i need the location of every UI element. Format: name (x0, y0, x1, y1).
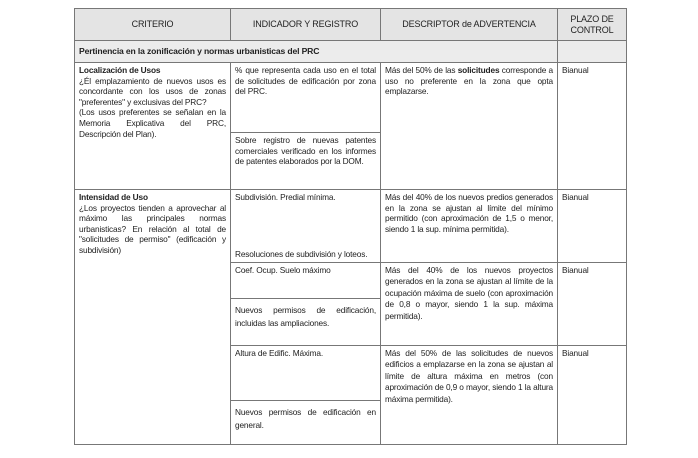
indicador-cell (230, 189, 381, 263)
indicador-cell: % que representa cada uso en el total de solicitudes de edificación por zona del PRC. (230, 62, 381, 133)
section-empty-cell (557, 40, 627, 63)
header-plazo: PLAZO DE CONTROL (557, 8, 627, 41)
criterio-cell (74, 62, 231, 190)
descriptor-cell: Más del 40% de los nuevos proyectos generados en la zona se ajustan al límite de la ocupación máxima de suelo (con aproximación de 0,8 o mayor, siendo 1 la sup. máxima permitida). (380, 262, 558, 346)
section-title: Pertinencia en la zonificación y normas urbanisticas del PRC (74, 40, 558, 63)
indicador-cell: Sobre registro de nuevas patentes comerciales verificado en los informes de patentes elaborados por la DOM. (230, 132, 381, 190)
indicador-cell: Nuevos permisos de edificación, incluidas las ampliaciones. (230, 298, 381, 346)
header-criterio: CRITERIO (74, 8, 231, 41)
header-descriptor: DESCRIPTOR de ADVERTENCIA (380, 8, 558, 41)
indicador-cell: Nuevos permisos de edificación en general. (230, 400, 381, 445)
plazo-cell: Bianual (557, 62, 627, 190)
descriptor-cell: Más del 50% de las solicitudes de nuevos edificios a emplazarse en la zona se ajustan al límite de altura máxima en metros (con aproximación de 0,9 o mayor, siendo 1 la altura máxima permitida). (380, 345, 558, 445)
criterio-text: ¿Él emplazamiento de nuevos usos es concordante con los usos de zonas "preferentes" y exclusivas del PRC? (79, 75, 226, 107)
criterio-text: ¿Los proyectos tienden a aprovechar al máximo las principales normas urbanisticas? En relación al total de "solicitudes de permiso" (edificación y subdivisión) (79, 202, 226, 255)
indicador-text: Resoluciones de subdivisión y loteos. (235, 249, 368, 260)
indicador-cell: Altura de Edific. Máxima. (230, 345, 381, 401)
indicador-text: Subdivisión. Predial mínima. (235, 192, 336, 202)
descriptor-cell: Más del 40% de los nuevos predios generados en la zona se ajustan al límite del mínimo permitido (con aproximación de 1,5 o menor, siendo 1 la sup. mínima permitida). (380, 189, 558, 263)
criterio-cell (74, 189, 231, 445)
plazo-cell: Bianual (557, 262, 627, 346)
plazo-cell: Bianual (557, 345, 627, 445)
header-indicador: INDICADOR Y REGISTRO (230, 8, 381, 41)
criterio-title: Intensidad de Uso (79, 192, 148, 202)
descriptor-text: corresponde a uso no preferente en la zona que opta emplazarse. (385, 65, 554, 97)
criterio-title: Localización de Usos (79, 65, 161, 75)
descriptor-cell (380, 62, 558, 190)
descriptor-text: Más del 50% de las (385, 65, 456, 75)
plazo-cell: Bianual (557, 189, 627, 263)
criterio-note: (Los usos preferentes se señalan en la Memoria Explicativa del PRC, Descripción del Plan). (79, 107, 226, 139)
indicador-cell: Coef. Ocup. Suelo máximo (230, 262, 381, 299)
descriptor-bold: solicitudes (457, 65, 500, 75)
